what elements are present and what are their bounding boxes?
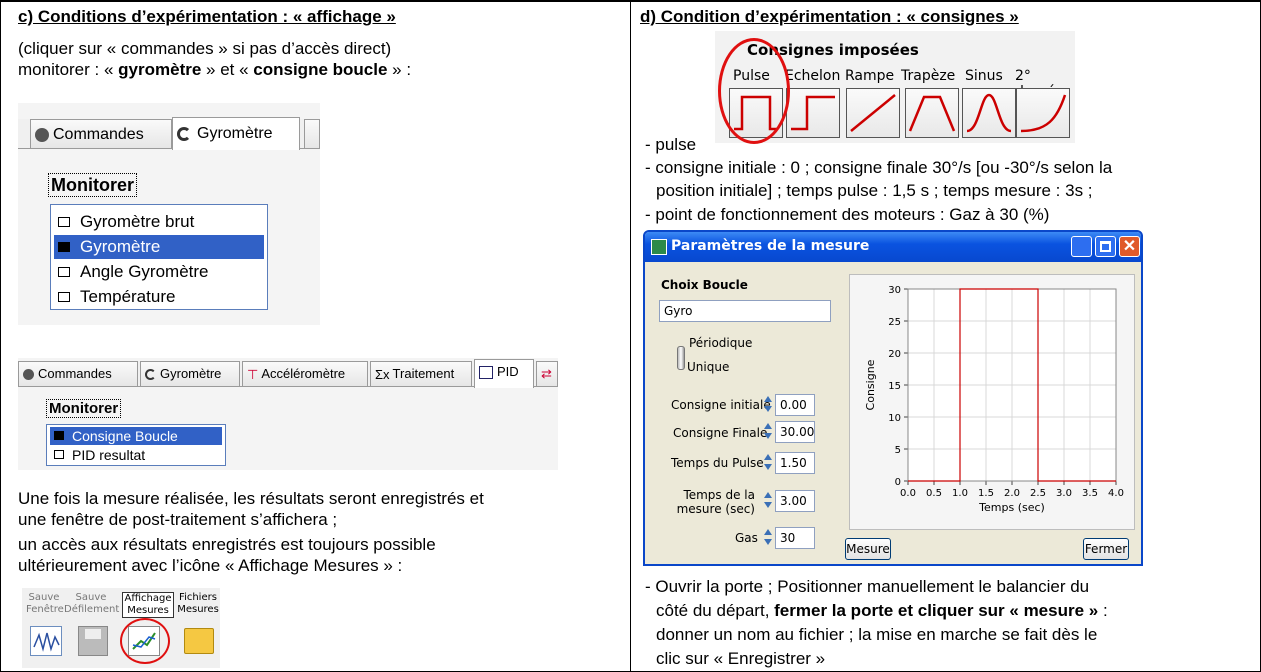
- para-line-3: un accès aux résultats enregistrés est toujours possible: [18, 535, 436, 554]
- x-tick-label: 2.5: [1030, 488, 1046, 499]
- toolbar-snippet: [22, 588, 220, 668]
- label-l1: Sauve: [28, 592, 60, 603]
- x-tick-label: 3.0: [1056, 488, 1072, 499]
- field-label-consigne-finale: Consigne Finale: [673, 426, 768, 440]
- consigne-label-rampe: Rampe: [845, 68, 895, 84]
- input-gas[interactable]: 30: [775, 527, 815, 549]
- list-item-pid-resultat[interactable]: [50, 446, 222, 464]
- chart-area: [849, 274, 1135, 530]
- rampe-button[interactable]: [846, 88, 900, 138]
- list-item-label: Température: [80, 287, 176, 306]
- minimize-button[interactable]: _: [1071, 236, 1092, 257]
- mesure-button[interactable]: Mesure: [845, 538, 891, 560]
- label-l1: Sauve: [75, 592, 107, 603]
- sinus-button[interactable]: [962, 88, 1016, 138]
- ramp-shape-icon: [847, 89, 899, 137]
- x-tick-label: 1.5: [978, 488, 994, 499]
- label-l2: Fenêtre: [26, 604, 64, 615]
- app-icon: [651, 239, 667, 255]
- consignes-title: Consignes imposées: [747, 41, 919, 59]
- monitor-list-1[interactable]: [50, 204, 268, 310]
- list-item-label: PID resultat: [72, 447, 146, 463]
- consigne-label-echelon: Echelon: [785, 68, 841, 84]
- input-temps-mesure[interactable]: 3.00: [775, 490, 815, 512]
- tab-gyrometre[interactable]: [172, 117, 300, 150]
- tool-label-affichage-mesures: [122, 592, 174, 618]
- y-tick-label: 5: [894, 445, 901, 456]
- left-header: c) Conditions d’expérimentation : « affichage »: [18, 7, 396, 26]
- field-label-temps-pulse: Temps du Pulse: [671, 456, 764, 470]
- list-item-label: Gyromètre: [80, 237, 161, 256]
- input-consigne-finale[interactable]: 30.00: [775, 421, 815, 443]
- para-line-2: une fenêtre de post-traitement s’affichera ;: [18, 510, 338, 529]
- choix-boucle-label: Choix Boucle: [661, 278, 748, 292]
- maximize-icon: [1100, 241, 1111, 252]
- checkbox[interactable]: [54, 450, 64, 459]
- header-row-line: [0, 0, 1261, 2]
- tab-commandes[interactable]: [30, 119, 172, 148]
- y-tick-label: 30: [888, 285, 901, 296]
- bullet-pulse: - pulse: [645, 135, 697, 154]
- line2-suffix: » :: [387, 60, 412, 79]
- toolbar-labels: [22, 592, 220, 618]
- list-item-angle-gyrometre[interactable]: [54, 260, 264, 284]
- tab-commandes-label: Commandes: [53, 126, 144, 143]
- list-item-gyrometre[interactable]: [54, 235, 264, 259]
- tab-label: Traitement: [392, 366, 455, 381]
- bullet-consigne: - consigne initiale : 0 ; consigne finale 30°/s [ou -30°/s selon la: [645, 158, 1113, 177]
- spin-consigne-initiale[interactable]: [763, 394, 774, 414]
- x-tick-label: 0.0: [900, 488, 916, 499]
- echelon-button[interactable]: [786, 88, 840, 138]
- y-tick-label: 25: [888, 317, 901, 328]
- x-axis-label: Temps (sec): [979, 501, 1045, 514]
- x-tick-label: 3.5: [1082, 488, 1098, 499]
- trapeze-button[interactable]: [905, 88, 959, 138]
- y-tick-label: 20: [888, 349, 901, 360]
- dialog-title: Paramètres de la mesure: [671, 238, 870, 254]
- y-axis-label: Consigne: [864, 359, 877, 411]
- curve-shape-icon: [1017, 89, 1069, 137]
- bottom-line-3: donner un nom au fichier ; la mise en marche se fait dès le: [656, 625, 1098, 644]
- choix-boucle-input[interactable]: Gyro: [659, 300, 831, 322]
- tab-pid[interactable]: [474, 359, 534, 388]
- gyro-icon: [177, 127, 191, 141]
- consigne-label-sinus: Sinus: [965, 68, 1003, 84]
- list-item-consigne-boucle[interactable]: [50, 427, 222, 445]
- left-line2: [18, 59, 411, 80]
- pid-icon: [479, 366, 493, 379]
- monitor-label-1: Monitorer: [48, 173, 137, 197]
- list-item-gyrometre-brut[interactable]: [54, 210, 264, 234]
- tool-label-sauve-fenetre: [26, 592, 62, 616]
- tab-traitement[interactable]: [370, 361, 472, 386]
- bottom-line-4: clic sur « Enregistrer »: [656, 649, 826, 668]
- bottom-line-1: - Ouvrir la porte ; Positionner manuellement le balancier du: [645, 577, 1090, 596]
- list-item-label: Gyromètre brut: [80, 212, 195, 231]
- trapeze-shape-icon: [906, 89, 958, 137]
- label-line1: Temps de la: [683, 488, 755, 502]
- tab-label: PID: [497, 364, 519, 379]
- checkbox[interactable]: [54, 431, 64, 440]
- field-label-consigne-initiale: Consigne initiale: [671, 398, 771, 412]
- y-tick-label: 10: [888, 413, 901, 424]
- monitor-list-2[interactable]: [46, 424, 226, 466]
- line2-prefix: monitorer : «: [18, 60, 119, 79]
- left-line1: (cliquer sur « commandes » si pas d’accès direct): [18, 39, 392, 58]
- chart-svg: [850, 275, 1134, 529]
- tool-label-sauve-defilement: [64, 592, 118, 616]
- waveform-icon[interactable]: [30, 626, 62, 656]
- y-tick-label: 15: [888, 381, 901, 392]
- monitor-panel-1: [18, 103, 320, 325]
- field-label-temps-mesure: [675, 488, 755, 516]
- tab-label: Commandes: [38, 366, 112, 381]
- checkbox[interactable]: [58, 217, 70, 227]
- tabbar-1: [18, 119, 320, 149]
- sine-shape-icon: [963, 89, 1015, 137]
- monitor-panel-2: [18, 358, 558, 470]
- spin-consigne-finale[interactable]: [763, 421, 774, 441]
- spin-temps-pulse[interactable]: [763, 452, 774, 472]
- list-item-label: Consigne Boucle: [72, 428, 178, 444]
- checkbox[interactable]: [58, 292, 70, 302]
- tab-overflow-2[interactable]: ⇄: [536, 361, 558, 386]
- x-tick-label: 4.0: [1108, 488, 1124, 499]
- x-tick-label: 0.5: [926, 488, 942, 499]
- checkbox[interactable]: [58, 242, 70, 252]
- commandes-icon: [23, 369, 34, 380]
- spin-temps-mesure[interactable]: [763, 490, 774, 510]
- bullet-gaz: - point de fonctionnement des moteurs : Gaz à 30 (%): [645, 205, 1050, 224]
- bottom-line-2: [656, 600, 1108, 621]
- para-line-4: ultérieurement avec l’icône « Affichage Mesures » :: [18, 556, 403, 575]
- tabbar-2: [18, 361, 558, 387]
- gyro-icon: [145, 369, 156, 380]
- label-l2: Mesures: [127, 605, 169, 616]
- bottom-line-2-a: côté du départ,: [656, 601, 775, 620]
- bullet-consigne-cont: position initiale] ; temps pulse : 1,5 s ; temps mesure : 3s ;: [656, 181, 1093, 200]
- para-line-1: Une fois la mesure réalisée, les résultats seront enregistrés et: [18, 489, 484, 508]
- tab-commandes-2[interactable]: [18, 361, 138, 386]
- dialog-window: [643, 230, 1143, 566]
- consigne-label-trapeze: Trapèze: [901, 68, 956, 84]
- sum-icon: Σx: [375, 366, 390, 382]
- tab-label: Accéléromètre: [261, 366, 346, 381]
- pulse-highlight-circle: [718, 38, 790, 144]
- label-l2: Mesures: [177, 604, 219, 615]
- maximize-button[interactable]: [1095, 236, 1116, 257]
- floppy-label: [85, 629, 101, 639]
- tab-gyrometre-2[interactable]: [140, 361, 240, 386]
- y-tick-label: 0: [894, 477, 901, 488]
- tab-gyrometre-label: Gyromètre: [197, 125, 273, 142]
- list-item-label: Angle Gyromètre: [80, 262, 209, 281]
- right-header: d) Condition d’expérimentation : « consignes »: [640, 7, 1019, 26]
- label-l1: Affichage: [124, 593, 172, 604]
- consigne-label-pulse: Pulse: [733, 68, 770, 84]
- x-tick-label: 1.0: [952, 488, 968, 499]
- line2-consigne-boucle: consigne boucle: [253, 60, 388, 79]
- floppy-disk-icon[interactable]: [78, 626, 108, 656]
- monitor-label-2: Monitorer: [46, 399, 121, 418]
- waveform-svg: [31, 627, 61, 655]
- label-line2: mesure (sec): [676, 502, 755, 516]
- second-degree-button[interactable]: [1016, 88, 1070, 138]
- tab-label: Gyromètre: [160, 366, 222, 381]
- tab-accelerometre[interactable]: [242, 361, 368, 386]
- checkbox[interactable]: [58, 267, 70, 277]
- bottom-line-2-bold: fermer la porte et cliquer sur « mesure »: [774, 601, 1099, 620]
- tool-label-fichiers-mesures: [176, 592, 220, 616]
- close-button[interactable]: ✕: [1119, 236, 1140, 257]
- dialog-titlebar: [645, 232, 1141, 262]
- accelerometer-icon: ⊤: [247, 366, 259, 382]
- line2-mid: » et «: [201, 60, 254, 79]
- input-temps-pulse[interactable]: 1.50: [775, 452, 815, 474]
- field-label-gas: Gas: [735, 531, 758, 545]
- spin-gas[interactable]: [763, 527, 774, 547]
- folder-icon[interactable]: [184, 628, 214, 654]
- x-tick-label: 2.0: [1004, 488, 1020, 499]
- affichage-highlight-circle: [120, 618, 170, 664]
- step-shape-icon: [787, 89, 839, 137]
- input-consigne-initiale[interactable]: 0.00: [775, 394, 815, 416]
- list-item-temperature[interactable]: [54, 285, 264, 309]
- commandes-icon: [35, 128, 49, 142]
- label-l2: Défilement: [64, 604, 120, 615]
- consigne-label-2degre: 2°: [1015, 68, 1031, 84]
- bottom-line-2-c: :: [1098, 601, 1108, 620]
- label-l1: Fichiers: [179, 592, 217, 603]
- fermer-button[interactable]: Fermer: [1083, 538, 1129, 560]
- line2-gyrometre: gyromètre: [118, 60, 202, 79]
- toggle-periodique-label: Périodique: [689, 336, 753, 350]
- periodique-unique-toggle[interactable]: [677, 346, 685, 370]
- tab-overflow[interactable]: [304, 119, 320, 148]
- toggle-unique-label: Unique: [687, 360, 730, 374]
